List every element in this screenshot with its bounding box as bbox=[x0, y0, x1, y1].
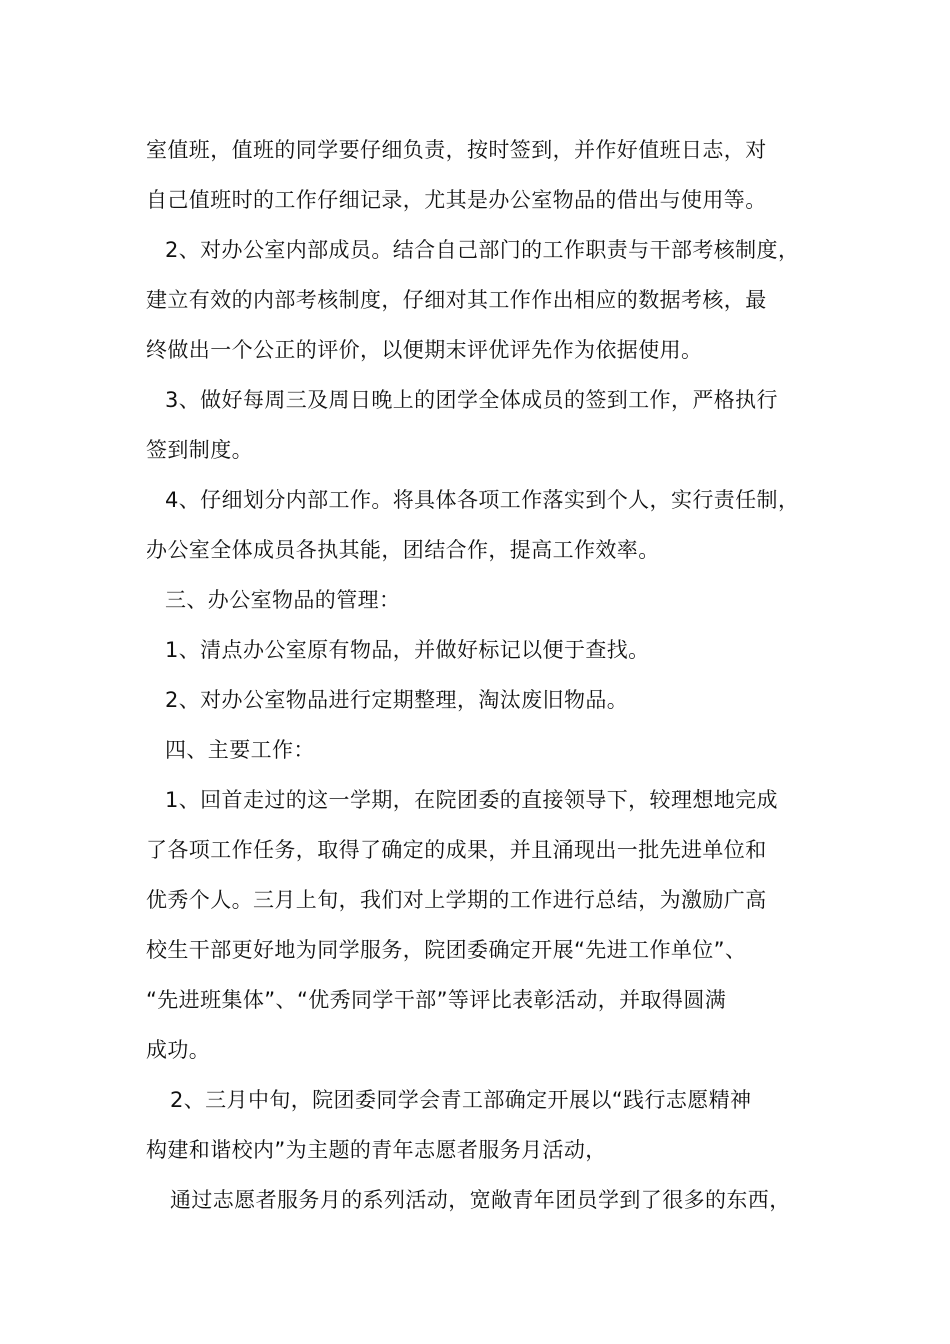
text-line: 2、对办公室物品进行定期整理，淘汰废旧物品。 bbox=[165, 688, 629, 712]
text-line: 成功。 bbox=[146, 1038, 211, 1062]
text-line: 1、清点办公室原有物品，并做好标记以便于查找。 bbox=[165, 638, 650, 662]
text-line: 签到制度。 bbox=[146, 438, 253, 462]
text-line: 4、仔细划分内部工作。将具体各项工作落实到个人，实行责任制， bbox=[165, 488, 800, 512]
text-line: 了各项工作任务，取得了确定的成果，并且涌现出一批先进单位和 bbox=[146, 838, 767, 862]
text-line: 办公室全体成员各执其能，团结合作，提高工作效率。 bbox=[146, 538, 660, 562]
text-line: 3、做好每周三及周日晚上的团学全体成员的签到工作，严格执行 bbox=[165, 388, 778, 412]
text-line: 通过志愿者服务月的系列活动，宽敞青年团员学到了很多的东西， bbox=[170, 1188, 791, 1212]
section-heading: 三、办公室物品的管理： bbox=[165, 588, 401, 612]
text-line: 建立有效的内部考核制度，仔细对其工作作出相应的数据考核，最 bbox=[146, 288, 767, 312]
text-line: 2、对办公室内部成员。结合自己部门的工作职责与干部考核制度， bbox=[165, 238, 800, 262]
text-line: 校生干部更好地为同学服务，院团委确定开展“先进工作单位”、 bbox=[146, 938, 747, 962]
text-line: 优秀个人。三月上旬，我们对上学期的工作进行总结，为激励广高 bbox=[146, 888, 767, 912]
text-line: 室值班，值班的同学要仔细负责，按时签到，并作好值班日志，对 bbox=[146, 138, 767, 162]
text-line: “先进班集体”、“优秀同学干部”等评比表彰活动，并取得圆满 bbox=[146, 988, 727, 1012]
text-line: 1、回首走过的这一学期，在院团委的直接领导下，较理想地完成 bbox=[165, 788, 778, 812]
text-line: 自己值班时的工作仔细记录，尤其是办公室物品的借出与使用等。 bbox=[146, 188, 767, 212]
section-heading: 四、主要工作： bbox=[165, 738, 315, 762]
text-line: 终做出一个公正的评价，以便期末评优评先作为依据使用。 bbox=[146, 338, 703, 362]
text-line: 构建和谐校内”为主题的青年志愿者服务月活动， bbox=[146, 1138, 607, 1162]
text-line: 2、三月中旬，院团委同学会青工部确定开展以“践行志愿精神 bbox=[170, 1088, 752, 1112]
